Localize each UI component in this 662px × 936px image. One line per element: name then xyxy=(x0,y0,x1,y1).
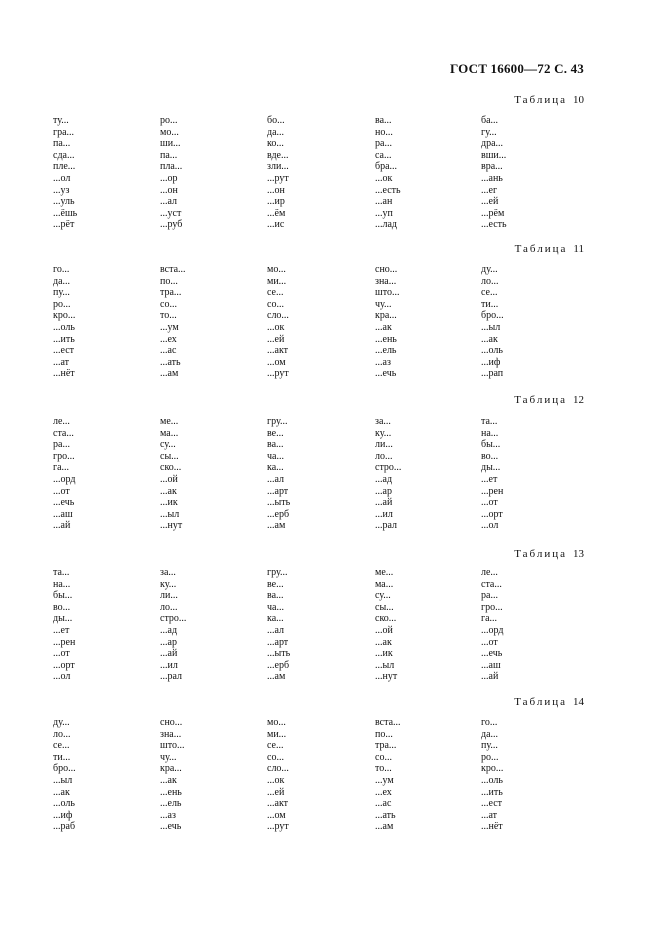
table-cell: ...ать xyxy=(375,809,396,821)
table-cell: ...рен xyxy=(53,636,76,648)
table-column xyxy=(53,115,153,231)
table-title xyxy=(514,94,584,106)
table-cell: ми... xyxy=(267,728,287,740)
table-cell: ско... xyxy=(160,462,182,474)
table-cell: ...ил xyxy=(375,508,393,520)
table-cell: бы... xyxy=(53,590,73,602)
table-cell: ...он xyxy=(267,184,285,196)
table-cell: ...нут xyxy=(160,520,183,532)
table-cell: ...рут xyxy=(267,821,289,833)
table-cell: што... xyxy=(375,287,400,299)
table-cell: ...ей xyxy=(267,786,285,798)
table-cell: сно... xyxy=(160,717,183,728)
table-cell: ...иф xyxy=(481,356,501,368)
table-cell: се... xyxy=(481,287,498,299)
table-cell: ло... xyxy=(53,728,71,740)
table-cell: га... xyxy=(53,462,70,474)
table-cell: кра... xyxy=(160,763,182,775)
table-cell: то... xyxy=(375,763,392,775)
table-cell: ...оль xyxy=(53,798,75,810)
table-cell: ли... xyxy=(160,590,178,602)
table-cell: ...ет xyxy=(53,624,70,636)
table-cell: стро... xyxy=(160,613,187,625)
table-column xyxy=(160,115,260,231)
table-cell: ...есть xyxy=(481,219,507,231)
table-cell: гру... xyxy=(267,416,288,427)
table-cell: што... xyxy=(160,740,185,752)
table-cell: ...ём xyxy=(267,207,286,219)
table-cell: ...рут xyxy=(267,172,289,184)
table-cell: гро... xyxy=(481,601,503,613)
table-cell: га... xyxy=(481,613,498,625)
table-cell: ма... xyxy=(160,427,179,439)
table-cell: ста... xyxy=(481,578,502,590)
table-cell: ...рём xyxy=(481,207,505,219)
table-number: 11 xyxy=(573,243,584,255)
table-title xyxy=(514,696,584,708)
table-cell: ...ол xyxy=(481,520,499,532)
table-cell: ...ум xyxy=(160,321,179,333)
table-cell: тра... xyxy=(375,740,397,752)
table-cell: ...ей xyxy=(267,333,285,345)
table-cell: ...ак xyxy=(53,786,70,798)
table-cell: ду... xyxy=(481,264,498,275)
table-cell: ...ерб xyxy=(267,508,290,520)
table-cell: се... xyxy=(53,740,70,752)
table-cell: чу... xyxy=(160,751,177,763)
table-cell: пу... xyxy=(53,287,70,299)
table-number: 14 xyxy=(573,696,584,708)
table-cell: мо... xyxy=(267,717,286,728)
table-cell: по... xyxy=(375,728,393,740)
table-cell: ...ень xyxy=(160,786,182,798)
table-cell: ...от xyxy=(481,636,498,648)
table-cell: ...лад xyxy=(375,219,398,231)
table-cell: ...орд xyxy=(481,624,504,636)
table-cell: се... xyxy=(267,740,284,752)
table-cell: гру... xyxy=(267,567,288,578)
table-cell: су... xyxy=(160,439,176,451)
table-column xyxy=(481,115,581,231)
table-cell: ...ой xyxy=(375,624,393,636)
table-cell: ...аш xyxy=(53,508,73,520)
table-cell: ...ол xyxy=(53,671,71,683)
table-column xyxy=(481,264,581,380)
table-cell: ...ол xyxy=(53,172,71,184)
table-cell: бро... xyxy=(481,310,504,322)
table-column xyxy=(160,264,260,380)
table-cell: кро... xyxy=(481,763,504,775)
table-cell: ...аз xyxy=(375,356,391,368)
table-cell: ме... xyxy=(375,567,394,578)
table-cell: ды... xyxy=(481,462,501,474)
table-cell: за... xyxy=(375,416,391,427)
table-cell: ...ам xyxy=(375,821,394,833)
table-cell: гро... xyxy=(53,450,75,462)
table-cell: за... xyxy=(160,567,176,578)
table-cell: ...ок xyxy=(267,774,285,786)
table-column xyxy=(267,717,367,833)
table-cell: пу... xyxy=(481,740,498,752)
table-cell: бы... xyxy=(481,439,501,451)
table-cell: да... xyxy=(267,126,285,138)
table-cell: ра... xyxy=(481,590,498,602)
table-cell: ку... xyxy=(375,427,392,439)
table-cell: ...оль xyxy=(53,321,75,333)
table-cell: ...ам xyxy=(267,520,286,532)
table-cell: дра... xyxy=(481,138,504,150)
table-cell: ...ад xyxy=(375,473,393,485)
table-cell: ...ить xyxy=(53,333,75,345)
table-cell: сы... xyxy=(160,450,179,462)
table-cell: ...ег xyxy=(481,184,498,196)
table-column xyxy=(53,717,153,833)
table-cell: ку... xyxy=(160,578,177,590)
table-cell: го... xyxy=(53,264,70,275)
table-title-label: Таблица xyxy=(514,243,568,255)
table-cell: се... xyxy=(267,287,284,299)
table-cell: кро... xyxy=(53,310,76,322)
table-cell: ...аз xyxy=(160,809,176,821)
table-cell: ...нёт xyxy=(481,821,503,833)
table-cell: тра... xyxy=(160,287,182,299)
table-cell: на... xyxy=(481,427,499,439)
table-title-label: Таблица xyxy=(514,548,567,560)
table-cell: ...ать xyxy=(160,356,181,368)
table-cell: ...ех xyxy=(375,786,392,798)
table-column xyxy=(375,264,475,380)
table-cell: сно... xyxy=(375,264,398,275)
table-cell: ...оль xyxy=(481,345,503,357)
table-cell: пла... xyxy=(160,161,183,173)
table-cell: ва... xyxy=(375,115,392,126)
table-cell: сы... xyxy=(375,601,394,613)
table-cell: то... xyxy=(160,310,177,322)
table-cell: ле... xyxy=(53,416,70,427)
table-cell: ро... xyxy=(160,115,178,126)
table-cell: ...ам xyxy=(160,368,179,380)
table-cell: ти... xyxy=(53,751,71,763)
table-cell: ...рёт xyxy=(53,219,75,231)
table-cell: ...рен xyxy=(481,485,504,497)
table-cell: ...рал xyxy=(160,671,183,683)
table-cell: ...ань xyxy=(481,172,503,184)
table-cell: ло... xyxy=(160,601,178,613)
table-cell: ...ай xyxy=(160,648,178,660)
table-cell: стро... xyxy=(375,462,402,474)
table-cell: ...ой xyxy=(160,473,178,485)
table-cell: ра... xyxy=(53,439,70,451)
table-cell: ...раб xyxy=(53,821,76,833)
table-cell: ...ал xyxy=(267,624,285,636)
table-cell: ча... xyxy=(267,601,284,613)
table-cell: кра... xyxy=(375,310,397,322)
table-cell: ра... xyxy=(375,138,392,150)
table-cell: бо... xyxy=(267,115,285,126)
table-cell: ...ерб xyxy=(267,659,290,671)
table-cell: ...ан xyxy=(375,196,393,208)
table-cell: ...ечь xyxy=(481,648,503,660)
table-cell: ...орт xyxy=(481,508,503,520)
table-column xyxy=(481,717,581,833)
table-cell: ...орд xyxy=(53,473,76,485)
table-cell: ...рут xyxy=(267,368,289,380)
table-cell: вши... xyxy=(481,149,507,161)
table-cell: ...ом xyxy=(267,356,286,368)
table-cell: да... xyxy=(481,728,499,740)
table-cell: го... xyxy=(481,717,498,728)
table-cell: ...арт xyxy=(267,636,289,648)
table-column xyxy=(53,264,153,380)
table-cell: ...ам xyxy=(267,671,286,683)
table-cell: ...уст xyxy=(160,207,182,219)
table-cell: ...ор xyxy=(160,172,178,184)
table-cell: ...ум xyxy=(375,774,394,786)
table-cell: ...ыть xyxy=(267,648,291,660)
table-cell: ...ом xyxy=(267,809,286,821)
table-column xyxy=(481,567,581,683)
table-cell: ...ак xyxy=(160,774,177,786)
table-cell: ...акт xyxy=(267,798,289,810)
table-cell: ...ечь xyxy=(375,368,397,380)
table-cell: ...ель xyxy=(160,798,182,810)
table-cell: ...ат xyxy=(53,356,70,368)
table-column xyxy=(375,717,475,833)
table-title-label: Таблица xyxy=(514,394,567,406)
table-cell: ...ечь xyxy=(53,497,75,509)
table-cell: во... xyxy=(53,601,71,613)
table-cell: ...ыл xyxy=(481,321,501,333)
table-cell: па... xyxy=(53,138,71,150)
table-cell: ...ак xyxy=(160,485,177,497)
table-column xyxy=(53,416,153,532)
table-cell: ...ир xyxy=(267,196,285,208)
table-cell: ...от xyxy=(53,485,70,497)
table-cell: ...ак xyxy=(375,321,392,333)
table-cell: вде... xyxy=(267,149,289,161)
table-cell: со... xyxy=(160,298,177,310)
table-cell: ши... xyxy=(160,138,181,150)
table-cell: ...ик xyxy=(160,497,178,509)
table-cell: ...ест xyxy=(53,345,74,357)
table-cell: ...ар xyxy=(160,636,177,648)
table-cell: ло... xyxy=(375,450,393,462)
table-cell: су... xyxy=(375,590,391,602)
table-column xyxy=(267,567,367,683)
table-cell: ко... xyxy=(267,138,284,150)
table-cell: ...ок xyxy=(375,172,393,184)
table-cell: ле... xyxy=(481,567,498,578)
table-cell: ста... xyxy=(53,427,74,439)
table-cell: ло... xyxy=(481,275,499,287)
table-cell: ча... xyxy=(267,450,284,462)
table-cell: ...ить xyxy=(481,786,503,798)
table-cell: гра... xyxy=(53,126,75,138)
table-cell: ...ень xyxy=(375,333,397,345)
table-cell: ...он xyxy=(160,184,178,196)
table-number: 13 xyxy=(573,548,584,560)
table-cell: сло... xyxy=(267,763,289,775)
table-cell: мо... xyxy=(267,264,286,275)
table-cell: вста... xyxy=(375,717,401,728)
table-cell: чу... xyxy=(375,298,392,310)
table-cell: ...ай xyxy=(481,671,499,683)
table-cell: ва... xyxy=(267,439,284,451)
table-cell: ...иф xyxy=(53,809,73,821)
table-cell: ...оль xyxy=(481,774,503,786)
table-cell: ве... xyxy=(267,578,284,590)
table-cell: ...акт xyxy=(267,345,289,357)
table-cell: ...уп xyxy=(375,207,393,219)
table-cell: ...ак xyxy=(375,636,392,648)
table-cell: ...ас xyxy=(160,345,177,357)
table-cell: ...ок xyxy=(267,321,285,333)
table-cell: ...рал xyxy=(375,520,398,532)
table-title xyxy=(515,243,584,255)
table-cell: ...ыл xyxy=(53,774,73,786)
table-cell: но... xyxy=(375,126,393,138)
table-cell: ро... xyxy=(481,751,499,763)
table-cell: ...арт xyxy=(267,485,289,497)
table-cell: та... xyxy=(481,416,498,427)
table-cell: ка... xyxy=(267,462,284,474)
table-cell: ма... xyxy=(375,578,394,590)
table-column xyxy=(53,567,153,683)
table-column xyxy=(375,115,475,231)
table-cell: са... xyxy=(375,149,392,161)
table-column xyxy=(267,264,367,380)
table-number: 10 xyxy=(573,94,584,106)
table-cell: ...есть xyxy=(375,184,401,196)
table-cell: ...ех xyxy=(160,333,177,345)
table-cell: ...ай xyxy=(375,497,393,509)
table-cell: зна... xyxy=(160,728,182,740)
table-cell: ме... xyxy=(160,416,179,427)
table-title xyxy=(514,548,584,560)
table-cell: ...ыл xyxy=(375,659,395,671)
table-cell: ...ай xyxy=(53,520,71,532)
table-cell: ми... xyxy=(267,275,287,287)
table-cell: ...руб xyxy=(160,219,183,231)
table-cell: ту... xyxy=(53,115,69,126)
table-cell: гу... xyxy=(481,126,497,138)
table-column xyxy=(160,567,260,683)
table-cell: ро... xyxy=(53,298,71,310)
table-cell: ды... xyxy=(53,613,73,625)
table-cell: ва... xyxy=(267,590,284,602)
table-title xyxy=(514,394,584,406)
table-cell: ли... xyxy=(375,439,393,451)
table-title-label: Таблица xyxy=(514,94,567,106)
table-cell: на... xyxy=(53,578,71,590)
table-cell: ...нут xyxy=(375,671,398,683)
table-cell: со... xyxy=(267,751,284,763)
table-cell: ...ар xyxy=(375,485,392,497)
table-cell: ...ет xyxy=(481,473,498,485)
table-cell: со... xyxy=(267,298,284,310)
table-column xyxy=(375,567,475,683)
table-cell: вра... xyxy=(481,161,503,173)
table-cell: ...ат xyxy=(481,809,498,821)
table-title-label: Таблица xyxy=(514,696,567,708)
table-column xyxy=(160,416,260,532)
table-cell: ...ест xyxy=(481,798,502,810)
table-cell: ...ель xyxy=(375,345,397,357)
table-column xyxy=(267,416,367,532)
table-cell: мо... xyxy=(160,126,179,138)
table-number: 12 xyxy=(573,394,584,406)
table-cell: сда... xyxy=(53,149,75,161)
table-cell: по... xyxy=(160,275,178,287)
table-cell: ско... xyxy=(375,613,397,625)
table-cell: ...уз xyxy=(53,184,70,196)
table-cell: во... xyxy=(481,450,499,462)
table-cell: ти... xyxy=(481,298,499,310)
table-cell: ...ас xyxy=(375,798,392,810)
table-cell: ...нёт xyxy=(53,368,75,380)
table-cell: ...ил xyxy=(160,659,178,671)
table-cell: ...ис xyxy=(267,219,285,231)
table-cell: ка... xyxy=(267,613,284,625)
table-column xyxy=(481,416,581,532)
table-cell: ...ыл xyxy=(160,508,180,520)
table-column xyxy=(267,115,367,231)
table-cell: бро... xyxy=(53,763,76,775)
table-cell: зли... xyxy=(267,161,289,173)
table-cell: ...от xyxy=(53,648,70,660)
table-cell: ба... xyxy=(481,115,499,126)
table-cell: ду... xyxy=(53,717,70,728)
table-cell: ...рап xyxy=(481,368,504,380)
table-cell: пле... xyxy=(53,161,76,173)
table-cell: ...от xyxy=(481,497,498,509)
page-header: ГОСТ 16600—72 С. 43 xyxy=(450,61,584,76)
table-cell: ...ад xyxy=(160,624,178,636)
table-cell: зна... xyxy=(375,275,397,287)
table-cell: ...ёшь xyxy=(53,207,78,219)
table-cell: ...аш xyxy=(481,659,501,671)
table-cell: ...ал xyxy=(160,196,178,208)
table-column xyxy=(375,416,475,532)
table-cell: ...ечь xyxy=(160,821,182,833)
table-cell: ...уль xyxy=(53,196,75,208)
table-cell: ве... xyxy=(267,427,284,439)
table-cell: ...ал xyxy=(267,473,285,485)
table-column xyxy=(160,717,260,833)
table-cell: да... xyxy=(53,275,71,287)
table-cell: па... xyxy=(160,149,178,161)
table-cell: бра... xyxy=(375,161,398,173)
table-cell: ...ик xyxy=(375,648,393,660)
table-cell: ...ак xyxy=(481,333,498,345)
table-cell: ...орт xyxy=(53,659,75,671)
table-cell: ...ей xyxy=(481,196,499,208)
table-cell: та... xyxy=(53,567,70,578)
table-cell: сло... xyxy=(267,310,289,322)
table-cell: со... xyxy=(375,751,392,763)
table-cell: ...ыть xyxy=(267,497,291,509)
table-cell: вста... xyxy=(160,264,186,275)
